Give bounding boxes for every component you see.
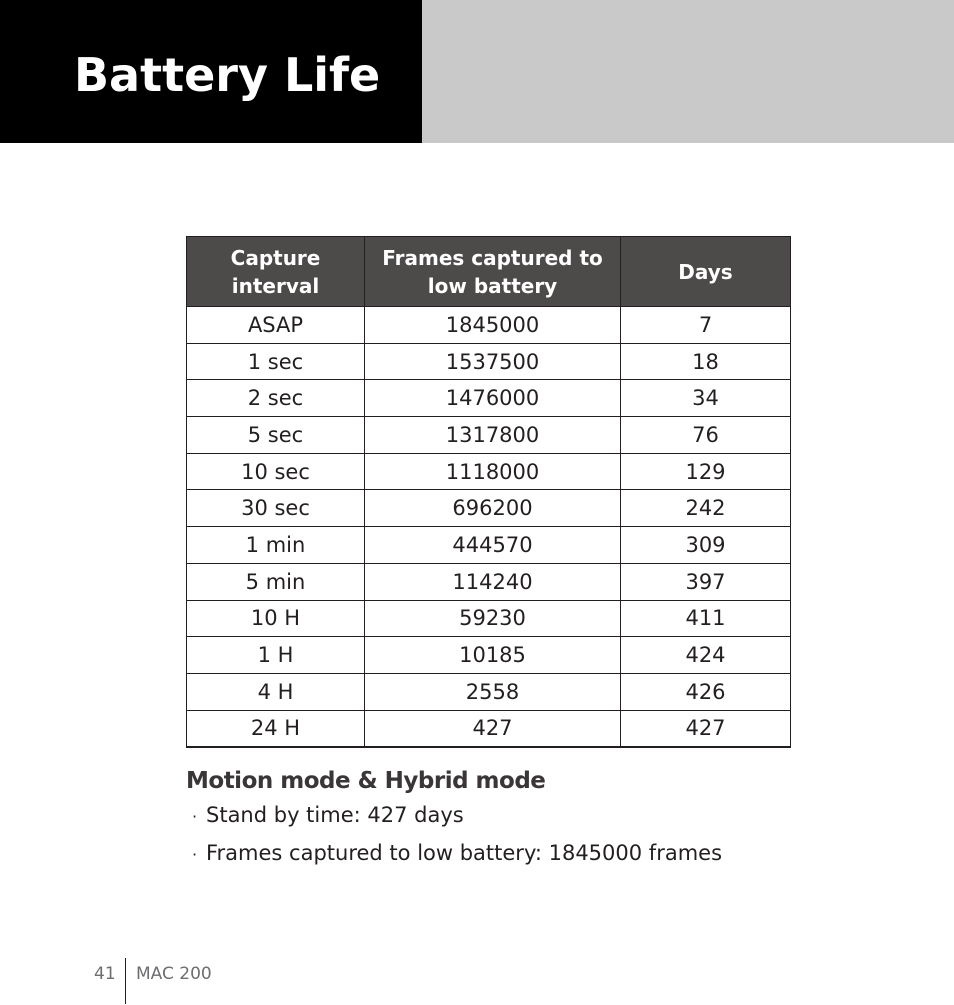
cell-interval: 5 min — [187, 563, 365, 600]
table-row — [187, 637, 791, 674]
cell-interval: ASAP — [187, 307, 365, 344]
cell-frames: 1476000 — [365, 380, 621, 417]
model-name: MAC 200 — [136, 964, 212, 984]
cell-days: 129 — [621, 453, 791, 490]
page-title: Battery Life — [74, 48, 381, 102]
table-row — [187, 453, 791, 490]
list-item — [192, 838, 722, 876]
motion-mode-list — [192, 800, 722, 876]
table-header-row — [187, 237, 791, 307]
battery-life-table — [186, 236, 791, 748]
table-row — [187, 600, 791, 637]
cell-interval: 30 sec — [187, 490, 365, 527]
cell-days: 34 — [621, 380, 791, 417]
table-row — [187, 673, 791, 710]
cell-frames: 696200 — [365, 490, 621, 527]
cell-interval: 2 sec — [187, 380, 365, 417]
table-row — [187, 563, 791, 600]
column-header-frames: Frames captured to low battery — [365, 237, 621, 307]
cell-days: 427 — [621, 710, 791, 747]
table-row — [187, 380, 791, 417]
cell-interval: 1 sec — [187, 343, 365, 380]
cell-interval: 4 H — [187, 673, 365, 710]
table-row — [187, 343, 791, 380]
footer-divider — [125, 958, 126, 1004]
cell-frames: 444570 — [365, 527, 621, 564]
cell-days: 424 — [621, 637, 791, 674]
standby-time-text: Stand by time: 427 days — [206, 803, 464, 827]
table-row — [187, 307, 791, 344]
cell-frames: 10185 — [365, 637, 621, 674]
cell-interval: 24 H — [187, 710, 365, 747]
cell-days: 426 — [621, 673, 791, 710]
frames-captured-text: Frames captured to low battery: 1845000 frames — [206, 841, 723, 865]
cell-frames: 1317800 — [365, 417, 621, 454]
cell-frames: 1537500 — [365, 343, 621, 380]
cell-days: 76 — [621, 417, 791, 454]
list-item — [192, 800, 722, 838]
cell-frames: 1845000 — [365, 307, 621, 344]
cell-days: 397 — [621, 563, 791, 600]
cell-interval: 10 H — [187, 600, 365, 637]
bullet-icon: · — [192, 807, 198, 826]
cell-frames: 1118000 — [365, 453, 621, 490]
cell-frames: 59230 — [365, 600, 621, 637]
bullet-icon: · — [192, 845, 198, 864]
cell-days: 242 — [621, 490, 791, 527]
cell-interval: 5 sec — [187, 417, 365, 454]
cell-interval: 10 sec — [187, 453, 365, 490]
cell-days: 411 — [621, 600, 791, 637]
table-row — [187, 490, 791, 527]
cell-frames: 2558 — [365, 673, 621, 710]
cell-interval: 1 min — [187, 527, 365, 564]
page-number: 41 — [94, 964, 116, 984]
header-gray-panel — [422, 0, 954, 143]
cell-frames: 114240 — [365, 563, 621, 600]
column-header-days: Days — [621, 237, 791, 307]
table-row — [187, 527, 791, 564]
table-row — [187, 710, 791, 747]
cell-interval: 1 H — [187, 637, 365, 674]
column-header-capture-interval: Capture interval — [187, 237, 365, 307]
cell-frames: 427 — [365, 710, 621, 747]
table-row — [187, 417, 791, 454]
cell-days: 18 — [621, 343, 791, 380]
cell-days: 7 — [621, 307, 791, 344]
motion-mode-heading: Motion mode & Hybrid mode — [186, 768, 546, 794]
cell-days: 309 — [621, 527, 791, 564]
